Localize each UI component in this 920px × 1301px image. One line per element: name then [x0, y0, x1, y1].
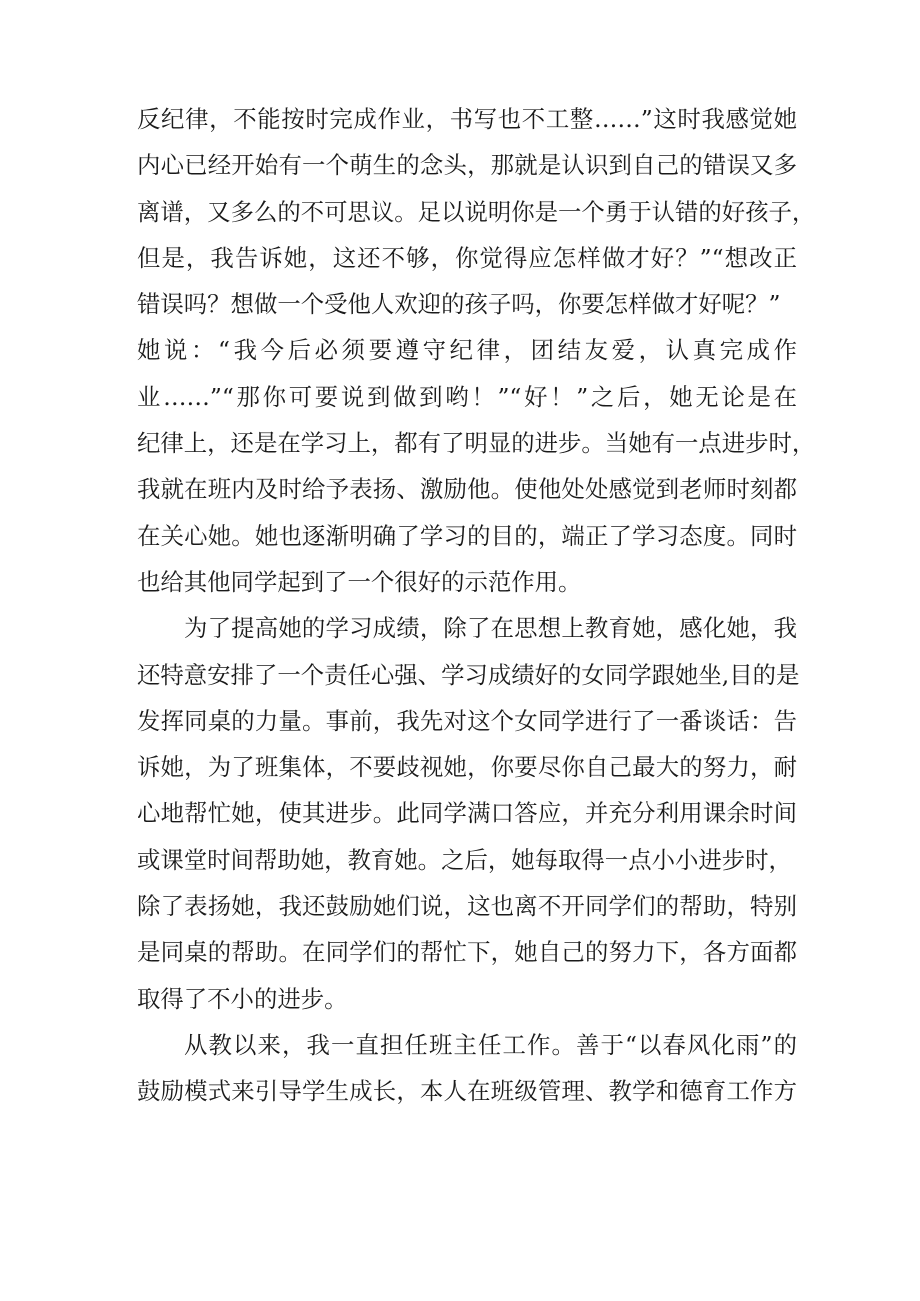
text-line: 取得了不小的进步。	[137, 984, 348, 1013]
text-line: 心地帮忙她，使其进步。此同学满口答应，并充分利用课余时间	[137, 799, 797, 828]
text-line: 纪律上，还是在学习上，都有了明显的进步。当她有一点进步时，	[137, 429, 816, 458]
text-line: 发挥同桌的力量。事前，我先对这个女同学进行了一番谈话：告	[137, 706, 797, 735]
text-line: 内心已经开始有一个萌生的念头，那就是认识到自己的错误又多	[137, 151, 797, 180]
text-line: 鼓励模式来引导学生成长，本人在班级管理、教学和德育工作方	[137, 1077, 797, 1106]
text-line: 在关心她。她也逐渐明确了学习的目的，端正了学习态度。同时	[137, 521, 797, 550]
text-line: 是同桌的帮助。在同学们的帮忙下，她自己的努力下，各方面都	[137, 938, 797, 967]
text-line: 离谱，又多么的不可思议。足以说明你是一个勇于认错的好孩子，	[137, 197, 816, 226]
text-line: 她说：“我今后必须要遵守纪律，团结友爱，认真完成作	[137, 336, 797, 365]
text-line: 或课堂时间帮助她，教育她。之后，她每取得一点小小进步时，	[137, 845, 792, 874]
text-line: 我就在班内及时给予表扬、激励他。使他处处感觉到老师时刻都	[137, 475, 797, 504]
text-line: 但是，我告诉她，这还不够，你觉得应怎样做才好？”“想改正	[137, 243, 797, 272]
text-line: 错误吗？想做一个受他人欢迎的孩子吗，你要怎样做才好呢？”	[137, 290, 781, 319]
text-line: 除了表扬她，我还鼓励她们说，这也离不开同学们的帮助，特别	[137, 892, 797, 921]
text-line: 也给其他同学起到了一个很好的示范作用。	[137, 567, 582, 596]
text-line: 反纪律，不能按时完成作业，书写也不工整……”这时我感觉她	[137, 105, 797, 133]
text-line: 业……”“那你可要说到做到哟！”“好！”之后，她无论是在	[137, 382, 797, 411]
document-body	[137, 96, 816, 1115]
text-line: 从教以来，我一直担任班主任工作。善于“以春风化雨”的	[184, 1030, 797, 1059]
text-line: 为了提高她的学习成绩，除了在思想上教育她，感化她，我	[184, 614, 797, 643]
text-line: 诉她，为了班集体，不要歧视她，你要尽你自己最大的努力，耐	[137, 753, 797, 782]
text-line: 还特意安排了一个责任心强、学习成绩好的女同学跟她坐,目的是	[137, 660, 800, 689]
